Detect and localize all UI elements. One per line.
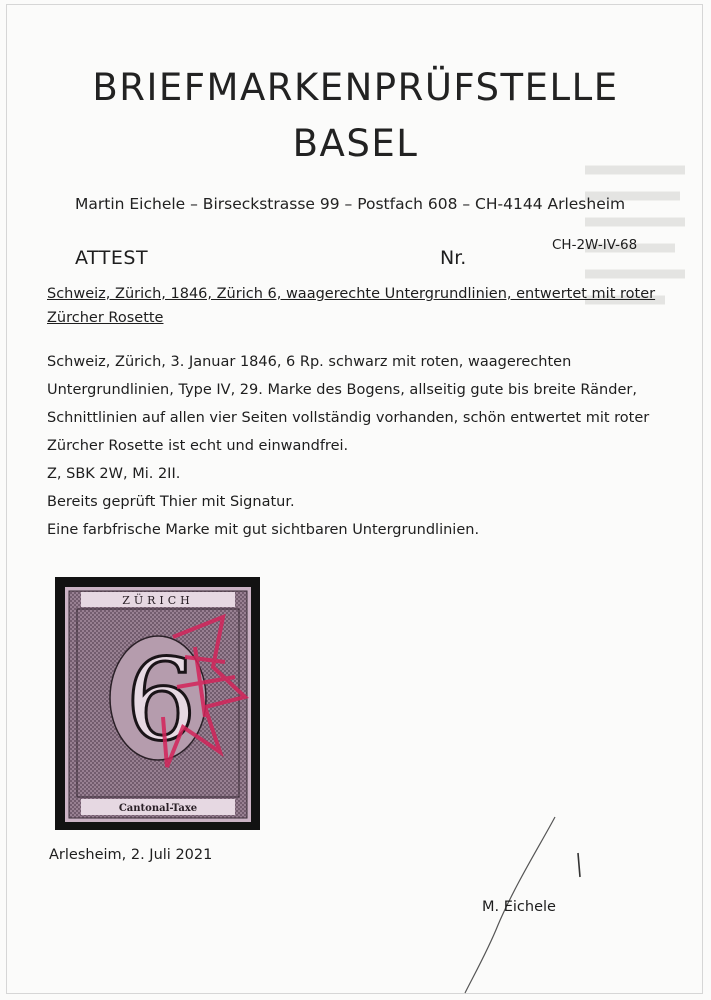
issuer-address: Martin Eichele – Birseckstrasse 99 – Postfach 608 – CH-4144 Arlesheim — [75, 195, 626, 213]
stamp-top-text: ZÜRICH — [122, 594, 194, 607]
issuer-city: BASEL — [292, 122, 419, 165]
certificate-subject: Schweiz, Zürich, 1846, Zürich 6, waagerechte Untergrundlinien, entwertet mit roter Zürcher Rosette — [47, 286, 656, 326]
stamp-bottom-text: Cantonal-Taxe — [118, 803, 198, 814]
prior-check-note: Bereits geprüft Thier mit Signatur. — [47, 494, 295, 510]
signer-name: M. Eichele — [482, 899, 556, 915]
stamp-description: Schweiz, Zürich, 3. Januar 1846, 6 Rp. schwarz mit roten, waagerechten Untergrundlinien, Type IV, 29. Marke des Bogens, allseitig gute bis breite Ränder, Schnittlinien auf allen vier Seiten vollständig vorhanden, schön entwertet mit roter Zürcher Rosette ist echt und einwandfrei. — [47, 354, 650, 454]
stamp-image — [55, 577, 260, 830]
attest-label: ATTEST — [75, 247, 149, 269]
issuer-title: BRIEFMARKENPRÜFSTELLE — [92, 66, 619, 109]
attest-number: CH-2W-IV-68 — [552, 237, 638, 253]
condition-remark: Eine farbfrische Marke mit gut sichtbaren Untergrundlinien. — [47, 522, 480, 538]
certificate-body — [47, 348, 667, 544]
stamp-artwork — [55, 577, 260, 830]
stamp-value: 6 — [125, 636, 197, 766]
attest-number-label: Nr. — [440, 247, 467, 269]
place-and-date: Arlesheim, 2. Juli 2021 — [49, 847, 213, 863]
catalog-reference: Z, SBK 2W, Mi. 2II. — [47, 466, 181, 482]
